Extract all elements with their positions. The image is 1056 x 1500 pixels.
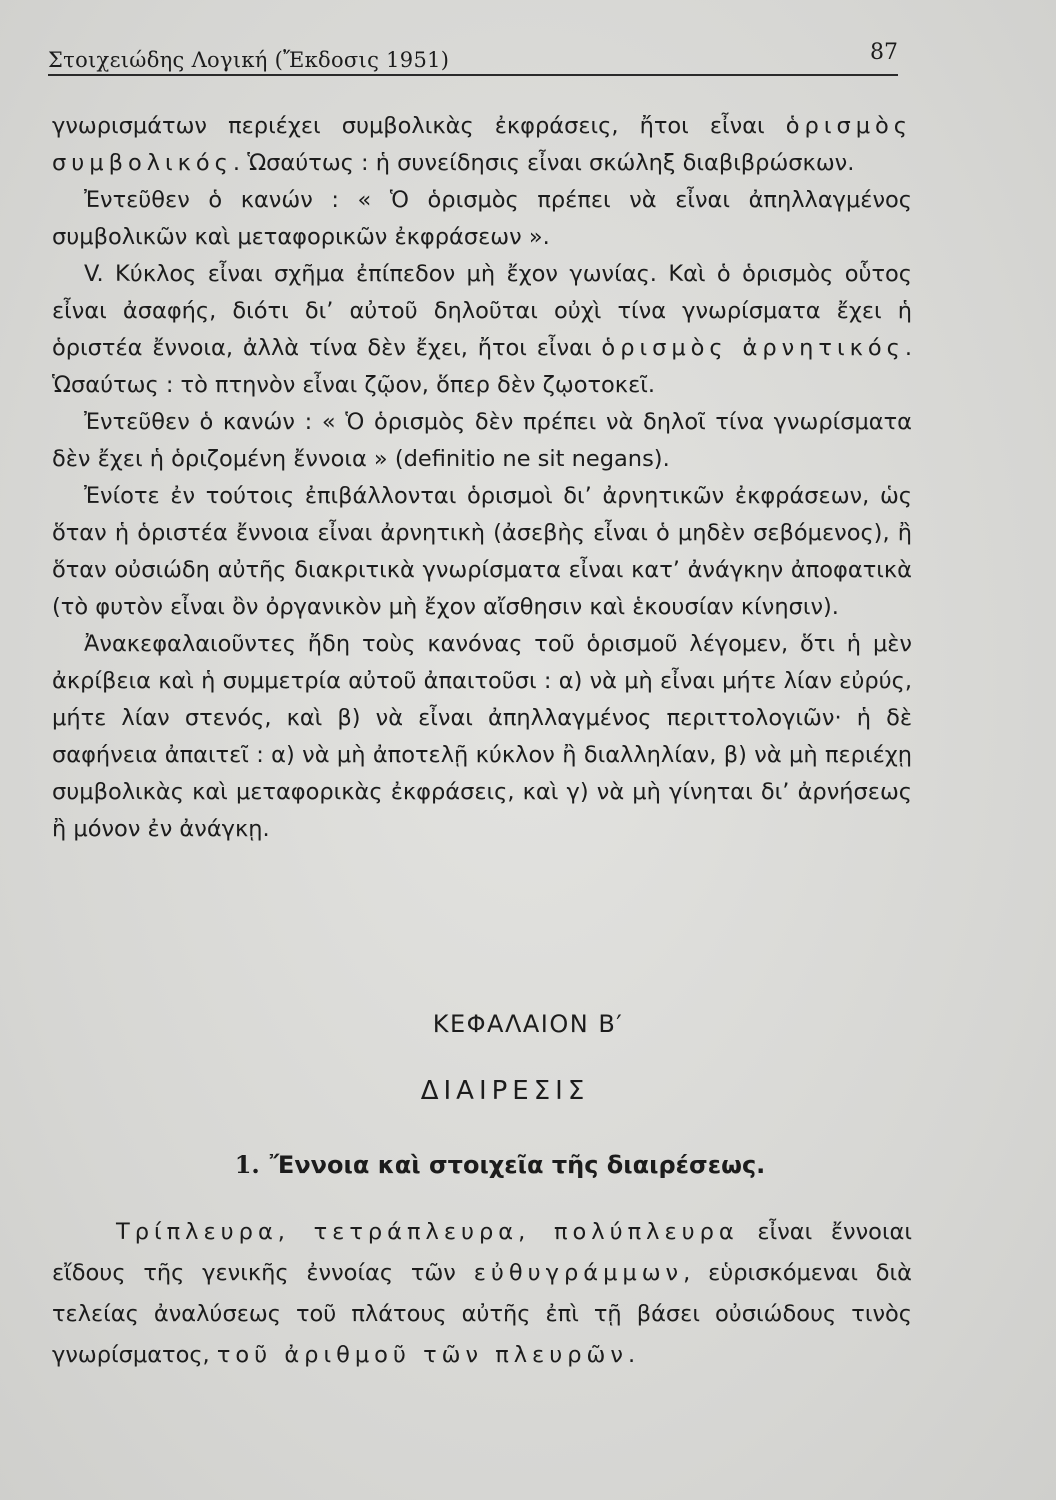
paragraph — [52, 108, 912, 182]
paragraph — [52, 182, 912, 256]
text-run: Ἐντεῦθεν ὁ κανών : « Ὁ ὁρισμὸς πρέπει νὰ εἶναι ἀπηλλαγμένος συμβολικῶν καὶ μεταφορικῶν ἐκφράσεων ». — [52, 187, 912, 250]
running-head-title: Στοιχειώδης Λογική (Ἔκδοσις 1951) — [48, 48, 450, 72]
section-body-text — [52, 1212, 912, 1376]
body-text — [52, 108, 912, 848]
text-run: Ἐντεῦθεν ὁ κανών : « Ὁ ὁρισμὸς δὲν πρέπει νὰ δηλοῖ τίνα γνωρίσματα δὲν ἔχει ἡ ὁριζομένη ἔννοια » (definitio ne sit negans). — [52, 409, 912, 472]
paragraph — [52, 1212, 912, 1376]
chapter-title: ΔΙΑΙΡΕΣΙΣ — [420, 1076, 590, 1106]
text-run: Ἀνακεφαλαιοῦντες ἤδη τοὺς κανόνας τοῦ ὁρισμοῦ λέγομεν, ὅτι ἡ μὲν ἀκρίβεια καὶ ἡ συμμετρία αὐτοῦ ἀπαιτοῦσι : α) νὰ μὴ εἶναι μήτε λίαν εὐρύς, μήτε λίαν στενός, καὶ β) νὰ εἶναι ἀπηλλαγμένος περιττολογιῶν· ἡ δὲ σαφήνεια ἀπαιτεῖ : α) νὰ μὴ ἀποτελῇ κύκλον ἢ διαλληλίαν, β) νὰ μὴ περιέχῃ συμβολικὰς καὶ μεταφορικὰς ἐκφράσεις, καὶ γ) νὰ μὴ γίνηται δι’ ἀρνήσεως ἢ μόνον ἐν ἀνάγκῃ. — [52, 631, 912, 842]
emphasized-term: Τρίπλευρα, τετράπλευρα, πολύπλευρα — [116, 1219, 739, 1245]
paragraph — [52, 478, 912, 626]
section-number: 1. — [234, 1150, 260, 1179]
text-run: . Ὡσαύτως : ἡ συνείδησις εἶναι σκώληξ διαβιβρώσκων. — [232, 150, 855, 176]
page-number: 87 — [870, 40, 898, 65]
text-run: Ἐνίοτε ἐν τούτοις ἐπιβάλλονται ὁρισμοὶ δι’ ἀρνητικῶν ἐκφράσεων, ὡς ὅταν ἡ ὁριστέα ἔννοια εἶναι ἀρνητικὴ (ἀσεβὴς εἶναι ὁ μηδὲν σεβόμενος), ἢ ὅταν οὐσιώδη αὐτῆς διακριτικὰ γνωρίσματα εἶναι κατ’ ἀνάγκην ἀποφατικὰ (τὸ φυτὸν εἶναι ὂν ὀργανικὸν μὴ ἔχον αἴσθησιν καὶ ἑκουσίαν κίνησιν). — [52, 483, 912, 620]
section-heading — [0, 1150, 1000, 1179]
paragraph — [52, 626, 912, 848]
text-run: V. Κύκλος εἶναι σχῆμα ἐπίπεδον μὴ ἔχον γωνίας. Καὶ ὁ ὁρισμὸς οὗτος εἶναι ἀσαφής, διότι δι’ αὐτοῦ δηλοῦται οὐχὶ τίνα γνωρίσματα ἔχει ἡ ὁριστέα ἔννοια, ἀλλὰ τίνα δὲν ἔχει, ἤτοι εἶναι — [52, 261, 912, 361]
emphasized-term: ὁρισμὸς συμβολικός — [52, 113, 912, 176]
section-title: Ἔννοια καὶ στοιχεῖα τῆς διαιρέσεως. — [269, 1151, 766, 1179]
emphasized-term: εὐθυγράμμων — [473, 1260, 684, 1286]
emphasized-term: τοῦ ἀριθμοῦ τῶν πλευρῶν — [216, 1342, 628, 1368]
paragraph — [52, 404, 912, 478]
emphasized-term: ὁρισμὸς ἀρνητικός — [601, 335, 905, 361]
text-run: εἶναι ἔννοιαι εἴδους τῆς γενικῆς ἐννοίας τῶν — [52, 1219, 913, 1286]
text-run: . Ὡσαύτως : τὸ πτηνὸν εἶναι ζῷον, ὅπερ δὲν ζῳοτοκεῖ. — [52, 335, 912, 398]
running-head — [48, 40, 898, 76]
text-run: . — [627, 1342, 636, 1368]
chapter-label: ΚΕΦΑΛΑΙΟΝ Β′ — [432, 1010, 624, 1038]
paragraph — [52, 256, 912, 404]
text-run: γνωρισμάτων περιέχει συμβολικὰς ἐκφράσεις, ἤτοι εἶναι — [52, 113, 786, 139]
text-run: , εὑρισκόμεναι διὰ τελείας ἀναλύσεως τοῦ πλάτους αὐτῆς ἐπὶ τῇ βάσει οὐσιώδους τινὸς γνωρίσματος, — [52, 1260, 912, 1368]
